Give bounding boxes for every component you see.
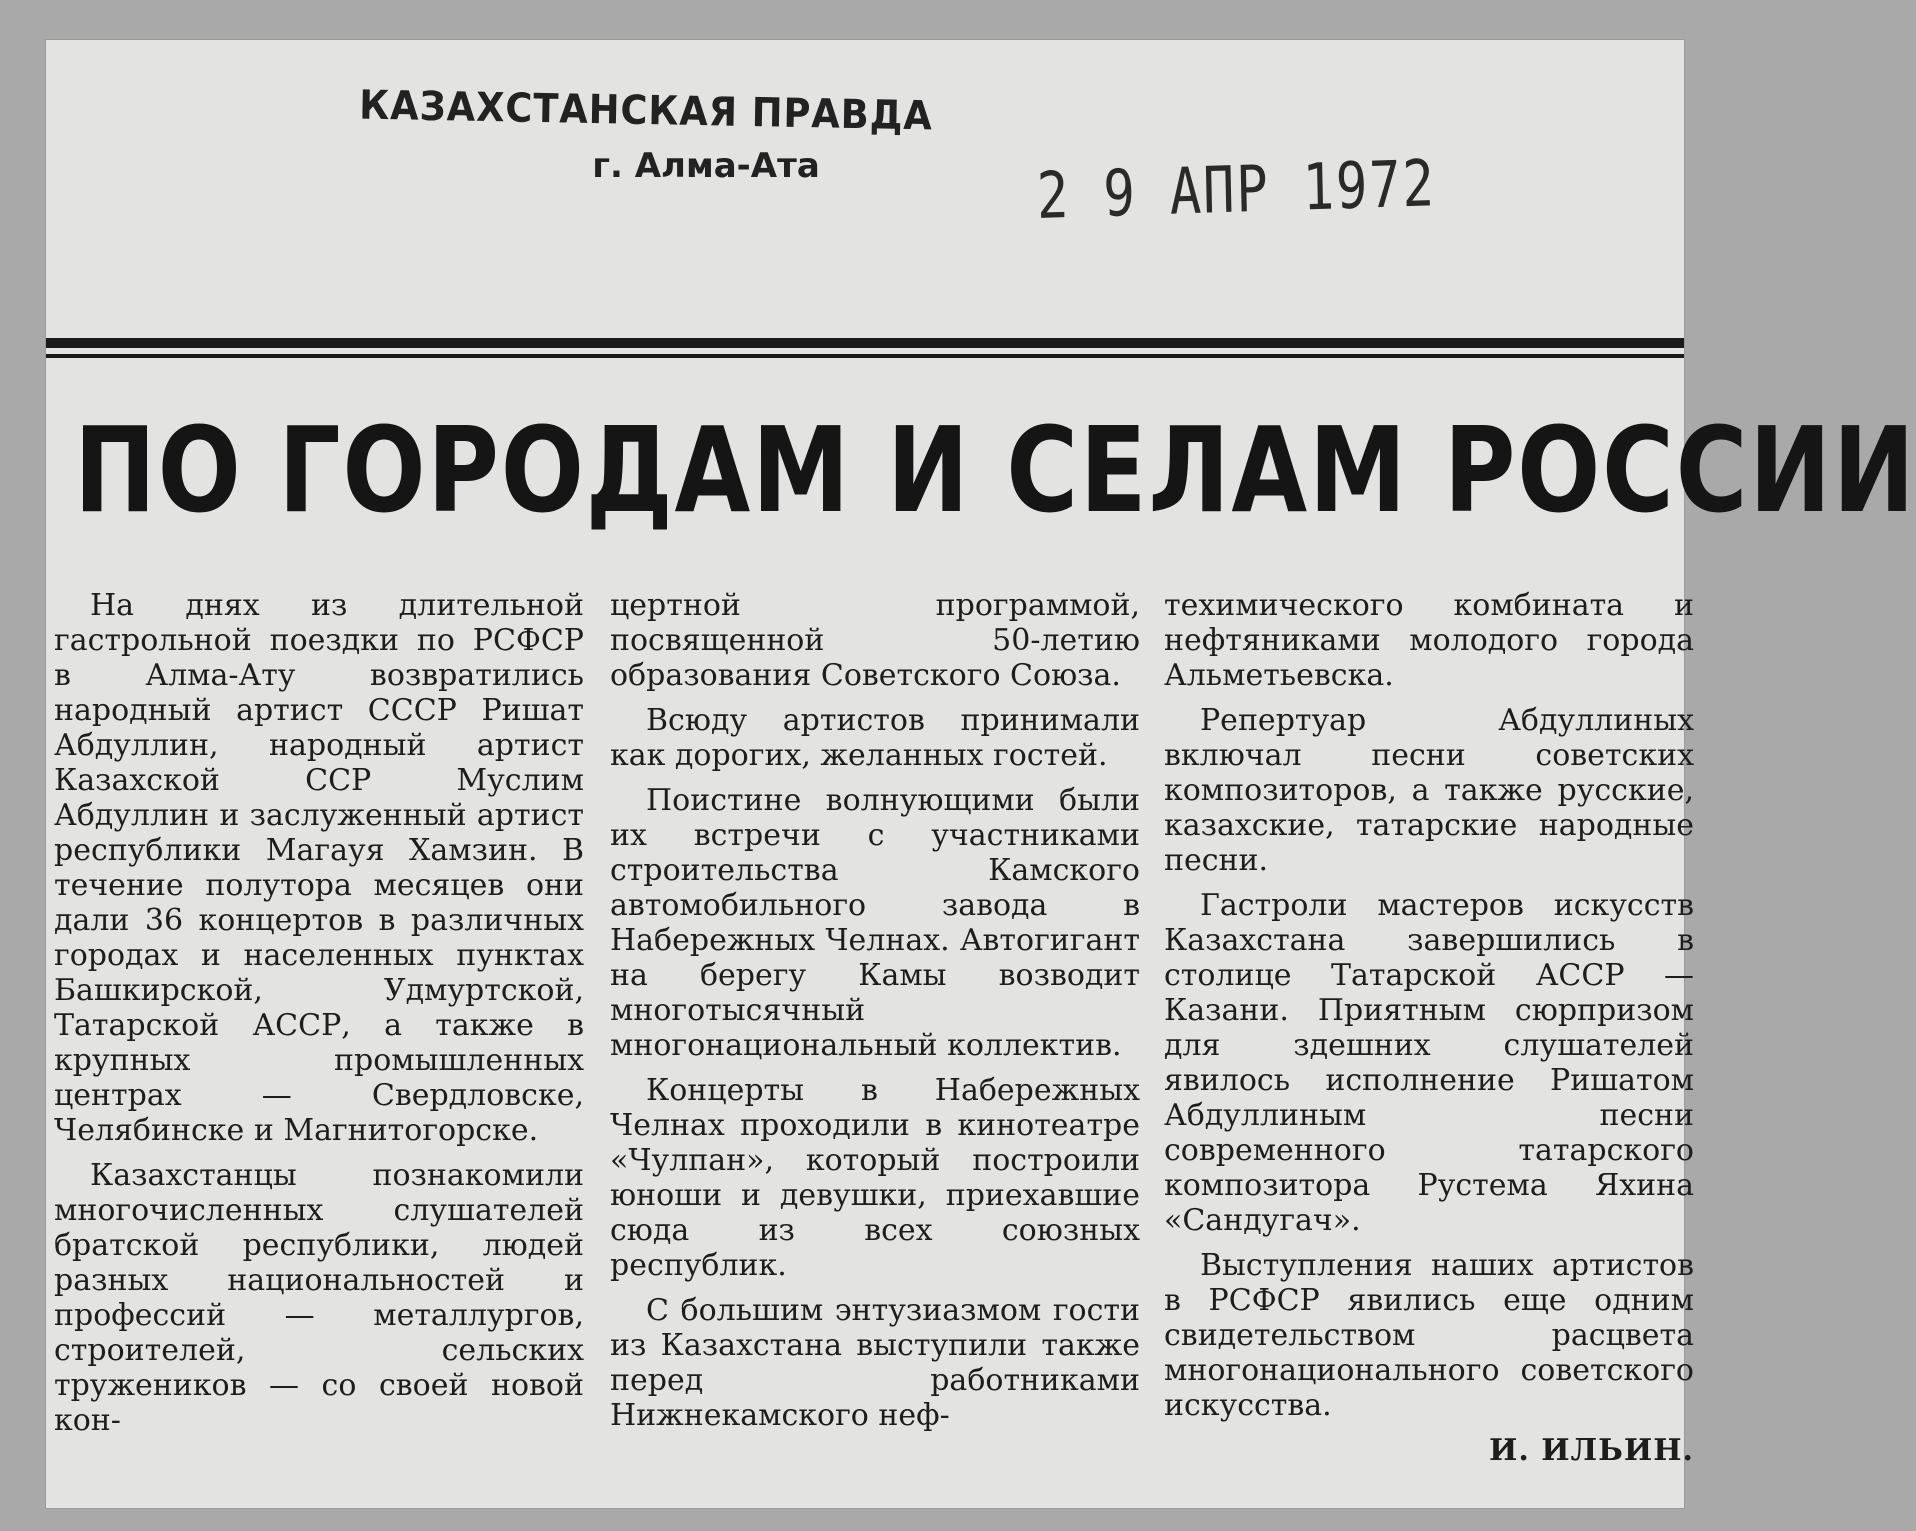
- newspaper-stamp: [326, 82, 966, 186]
- article-paragraph: Репертуар Абдуллиных включал песни советских композиторов, а также русские, казахские, татарские народные песни.: [1164, 703, 1694, 878]
- article-paragraph: С большим энтузиазмом гости из Казахстана выступили также перед работниками Нижнекамского неф-: [610, 1293, 1140, 1433]
- article-column-2: [610, 588, 1140, 1443]
- article-body: [54, 588, 1694, 1488]
- header-rule-thick: [46, 338, 1684, 348]
- article-headline: ПО ГОРОДАМ И СЕЛАМ РОССИИ: [74, 401, 1916, 539]
- article-paragraph: Всюду артистов принимали как дорогих, желанных гостей.: [610, 703, 1140, 773]
- article-paragraph: На днях из длительной гастрольной поездки по РСФСР в Алма-Ату возвратились народный артист СССР Ришат Абдуллин, народный артист Казахской ССР Муслим Абдуллин и заслуженный артист республики Магауя Хамзин. В течение полутора месяцев они дали 36 концертов в различных городах и населенных пунктах Башкирской, Удмуртской, Татарской АССР, а также в крупных промышленных центрах — Свердловске, Челябинске и Магнитогорске.: [54, 588, 584, 1148]
- article-paragraph: техимического комбината и нефтяниками молодого города Альметьевска.: [1164, 588, 1694, 693]
- date-stamp: 2 9 АПР 1972: [1036, 147, 1437, 234]
- newspaper-city: г. Алма-Ата: [592, 146, 820, 186]
- article-paragraph: Концерты в Набережных Челнах проходили в кинотеатре «Чулпан», который построили юноши и девушки, приехавшие сюда из всех союзных республик.: [610, 1073, 1140, 1283]
- article-paragraph: Поистине волнующими были их встречи с участниками строительства Камского автомобильного завода в Набережных Челнах. Автогигант на берегу Камы возводит многотысячный многонациональный коллектив.: [610, 783, 1140, 1063]
- newspaper-name: КАЗАХСТАНСКАЯ ПРАВДА: [358, 82, 934, 140]
- header-rule-thin: [46, 354, 1684, 358]
- article-paragraph: Выступления наших артистов в РСФСР явились еще одним свидетельством расцвета многонационального советского искусства.: [1164, 1248, 1694, 1423]
- article-paragraph: Гастроли мастеров искусств Казахстана завершились в столице Татарской АССР — Казани. Приятным сюрпризом для здешних слушателей явилось исполнение Ришатом Абдуллиным песни современного татарского композитора Рустема Яхина «Сандугач».: [1164, 888, 1694, 1238]
- article-column-1: [54, 588, 584, 1448]
- article-column-3: [1164, 588, 1694, 1468]
- article-paragraph: цертной программой, посвященной 50-летию образования Советского Союза.: [610, 588, 1140, 693]
- article-author: И. ИЛЬИН.: [1489, 1433, 1694, 1468]
- newspaper-clipping: [46, 40, 1916, 1508]
- article-paragraph: Казахстанцы познакомили многочисленных слушателей братской республики, людей разных национальностей и профессий — металлургов, строителей, сельских тружеников — со своей новой кон-: [54, 1158, 584, 1438]
